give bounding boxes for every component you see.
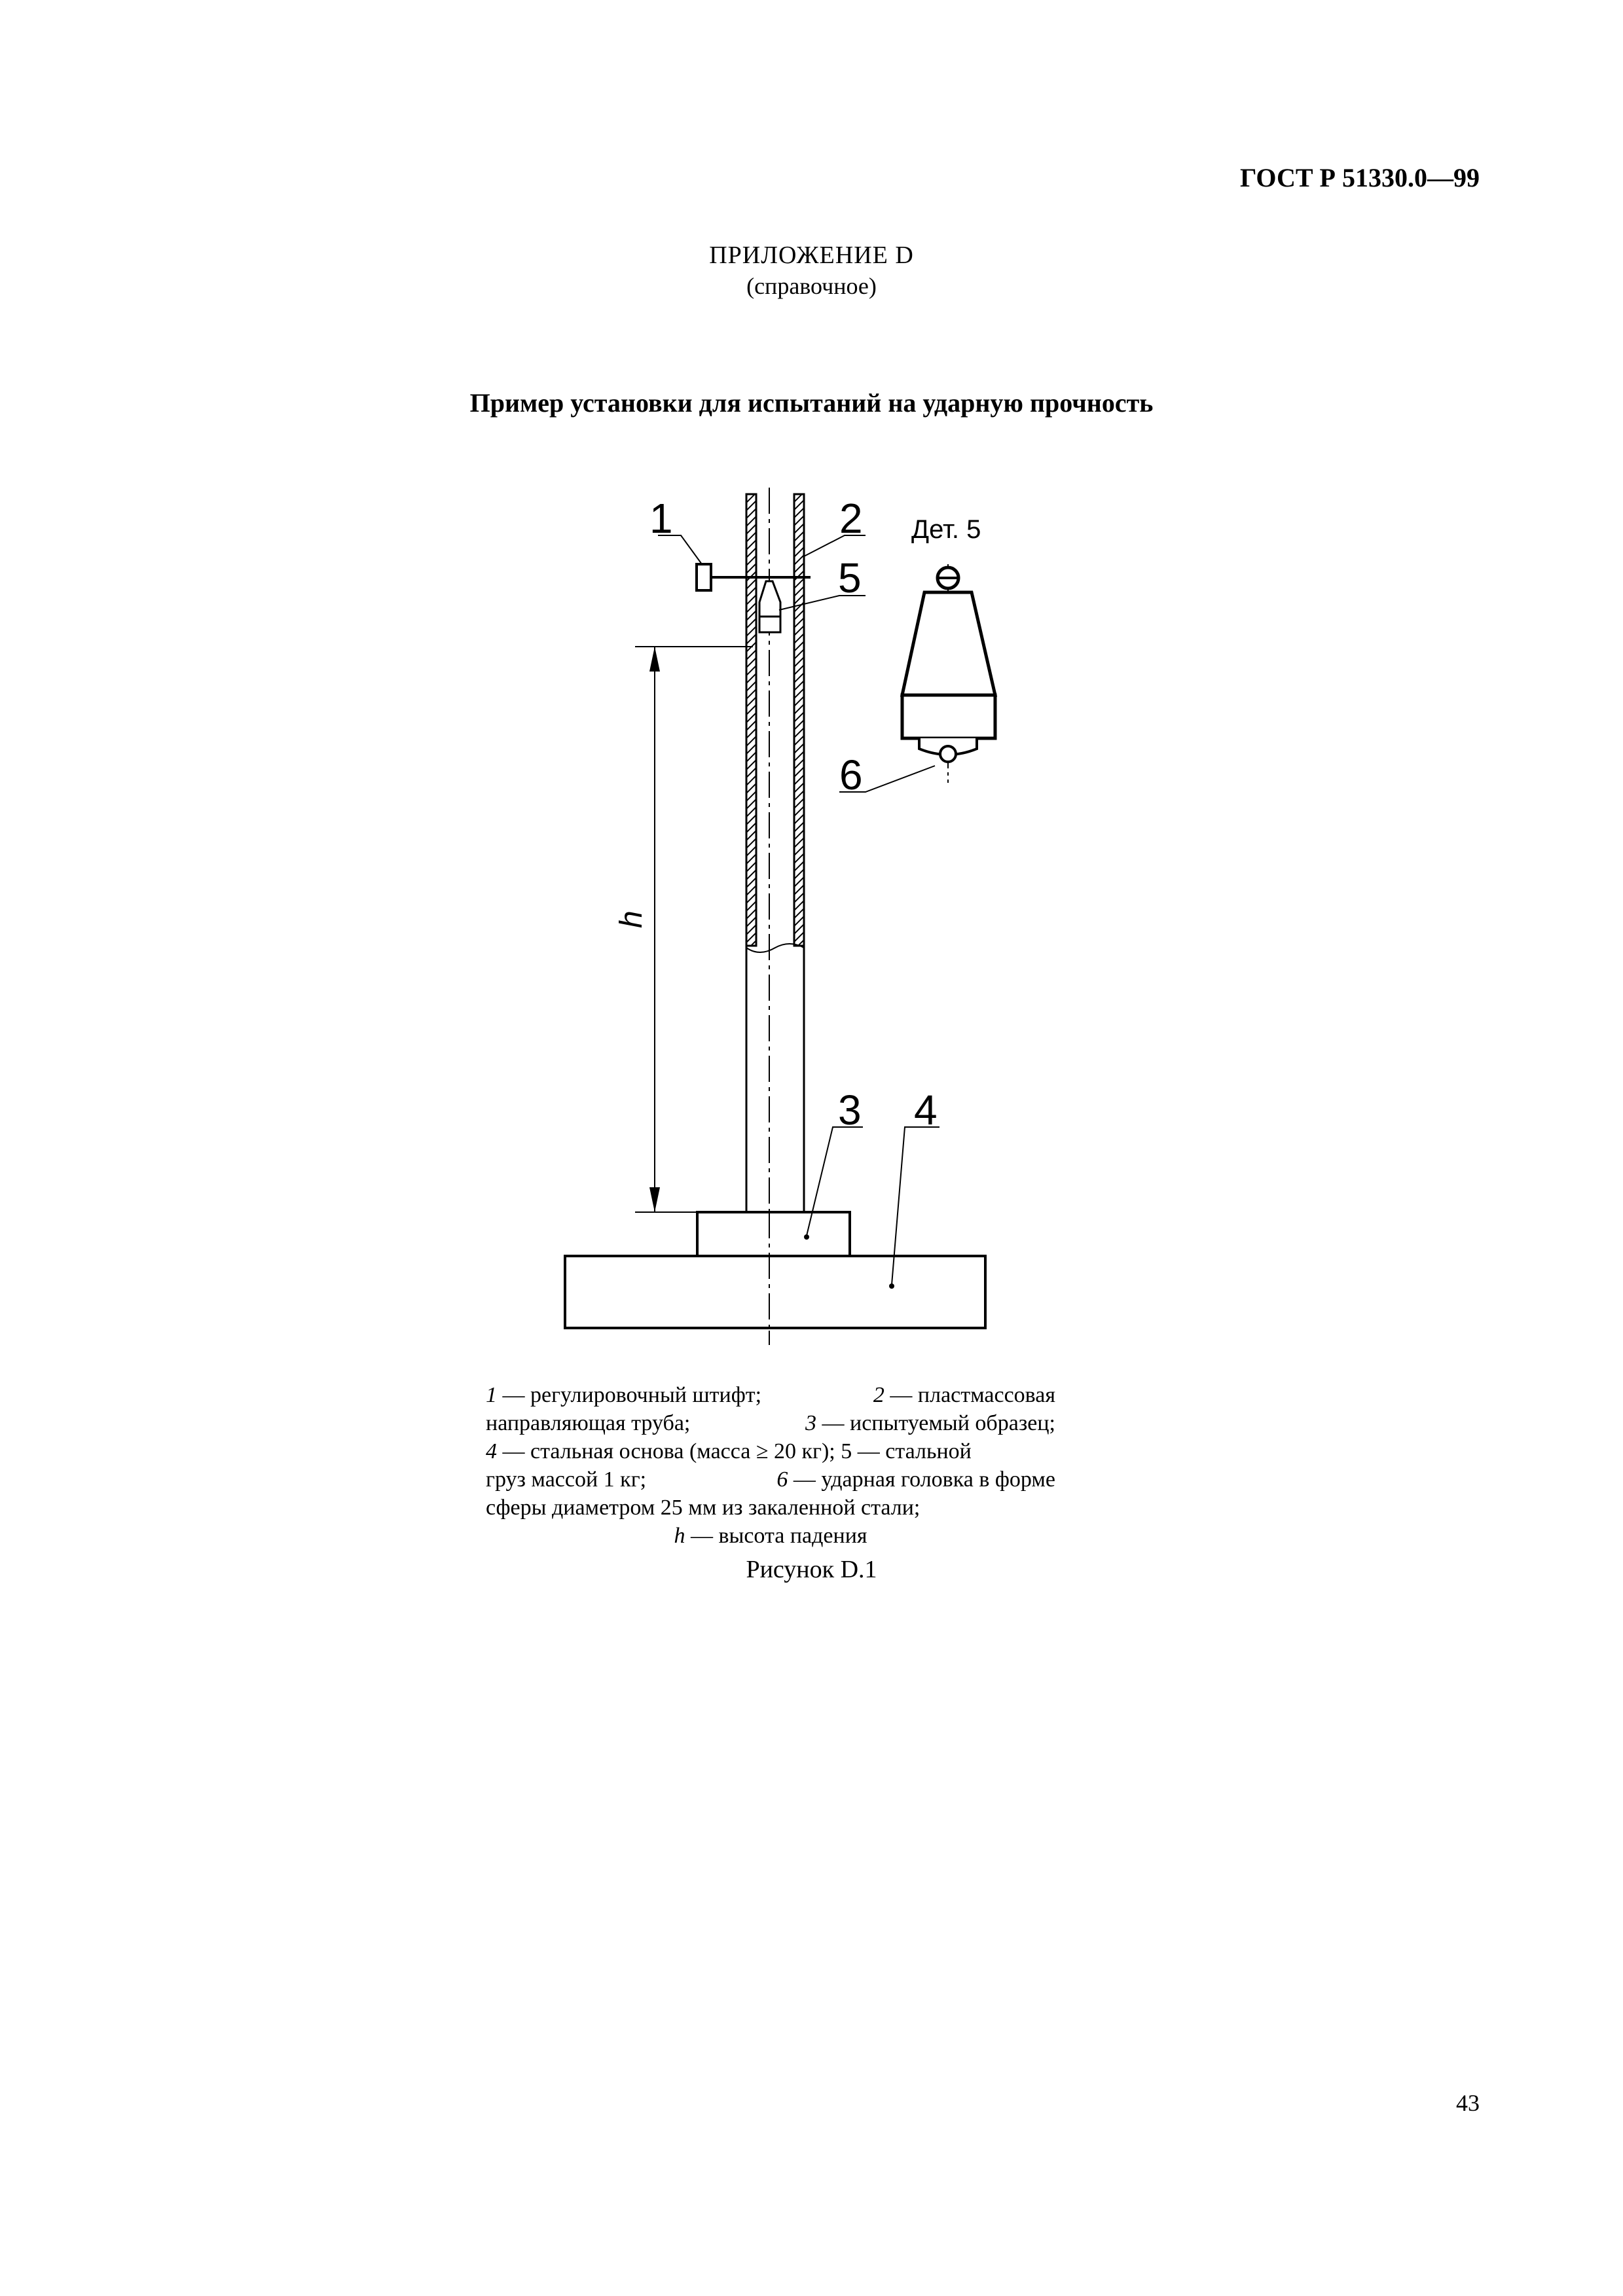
weight-detail: [902, 564, 995, 783]
detail-cone: [902, 592, 995, 695]
appendix-subtitle: (справочное): [746, 273, 877, 299]
label-2: 2: [839, 495, 863, 542]
guide-tube: [746, 494, 804, 952]
label-1: 1: [649, 495, 673, 542]
label-3: 3: [838, 1086, 862, 1134]
figure-caption: Рисунок D.1: [746, 1556, 877, 1583]
dimension-arrow-top: [649, 647, 660, 672]
guide-tube-right-wall: [794, 494, 804, 946]
label-4: 4: [914, 1086, 938, 1134]
weight-in-tube: [759, 581, 780, 632]
page-number: 43: [1456, 2090, 1480, 2116]
steel-base: [565, 1256, 985, 1328]
detail-label: Дет. 5: [911, 515, 981, 544]
label-5: 5: [838, 554, 862, 601]
figure-heading: Пример установки для испытаний на ударную прочность: [469, 388, 1154, 418]
standard-number: ГОСТ Р 51330.0—99: [1239, 163, 1480, 192]
test-specimen: [697, 1212, 850, 1256]
legend-line-5: сферы диаметром 25 мм из закаленной стали;: [486, 1496, 921, 1520]
legend-line-4: груз массой 1 кг; 6 — ударная головка в форме: [486, 1467, 1055, 1492]
detail-body: [902, 695, 995, 738]
legend-line-2: направляющая труба; 3 — испытуемый образец;: [486, 1411, 1055, 1435]
adjusting-pin: [697, 564, 711, 590]
guide-tube-left-wall: [746, 494, 756, 946]
legend-line-1: 1 — регулировочный штифт; 2 — пластмассовая: [486, 1383, 1055, 1407]
detail-ball: [940, 746, 956, 762]
label-6: 6: [839, 751, 863, 798]
dimension-arrow-bottom: [649, 1187, 660, 1212]
legend-line-3: 4 — стальная основа (масса ≥ 20 кг); 5 — стальной: [486, 1439, 972, 1463]
legend-line-6: h — высота падения: [674, 1524, 867, 1548]
appendix-title: ПРИЛОЖЕНИЕ D: [709, 242, 914, 269]
figure-legend: [486, 1381, 1055, 1550]
label-h: h: [614, 910, 649, 928]
